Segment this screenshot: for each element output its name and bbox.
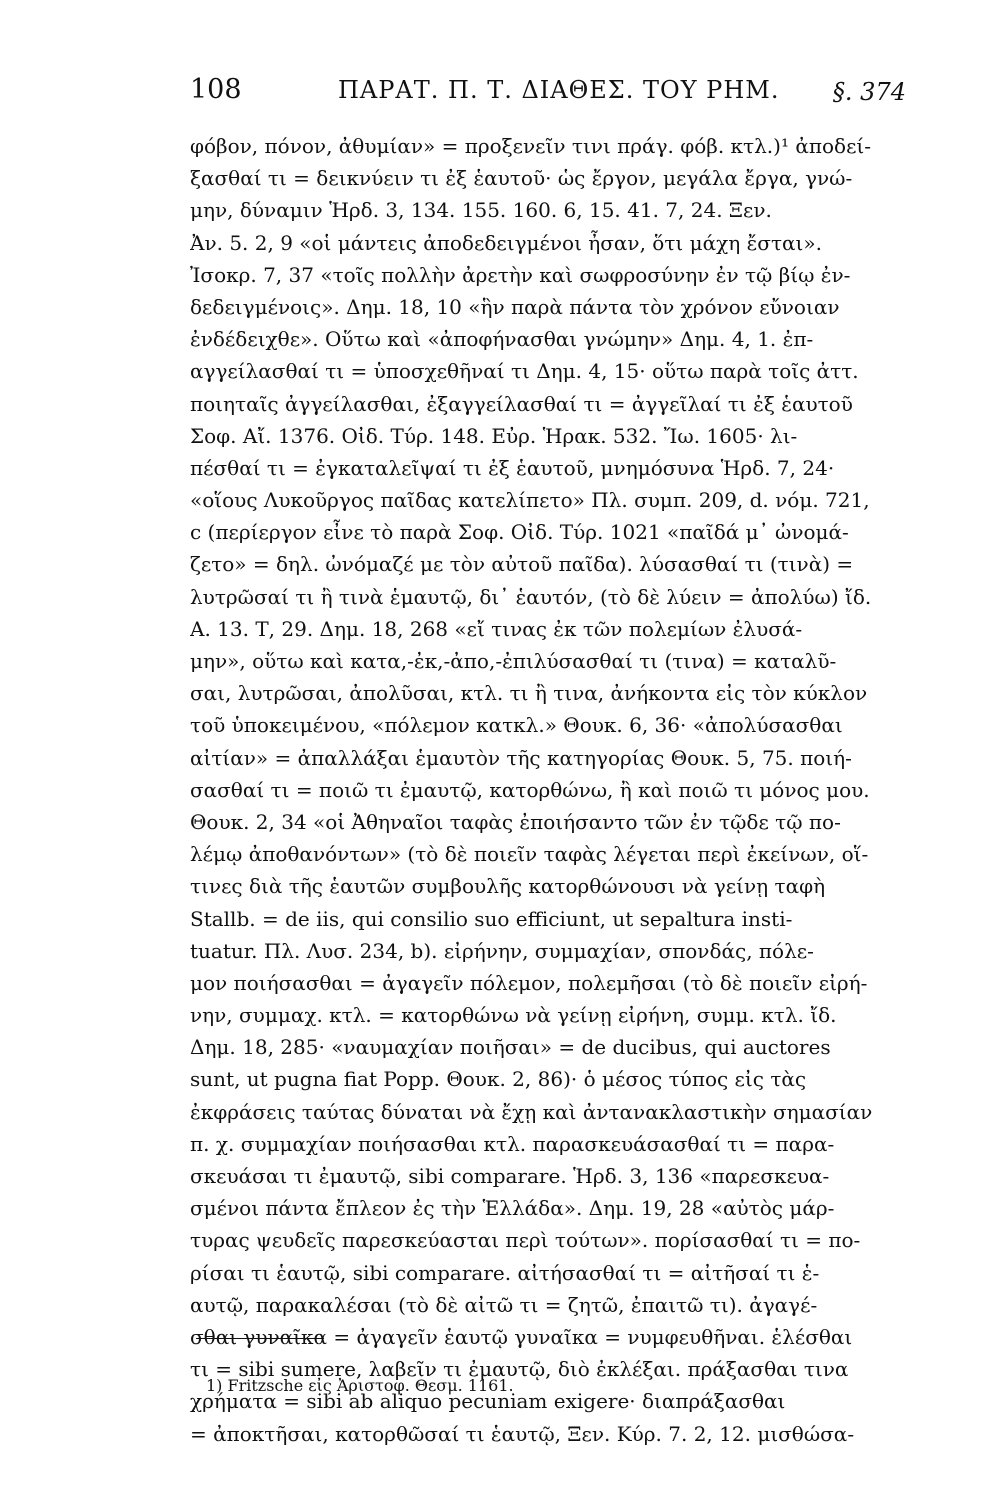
text-line: δεδειγμένοις». Δημ. 18, 10 «ἣν παρὰ πάντα τὸν χρόνον εὔνοιαν	[190, 294, 840, 319]
text-line: τι = sibi sumere, λαβεῖν τι ἐμαυτῷ, διὸ ἐκλέξαι. πράξασθαι τινα	[190, 1357, 849, 1382]
footnote: 1) Fritzsche εἰς Ἀριστοφ. Θεσμ. 1161.	[206, 1376, 514, 1395]
text-line: Ἀν. 5. 2, 9 «οἱ μάντεις ἀποδεδειγμένοι ἦσαν, ὅτι μάχη ἔσται».	[190, 230, 822, 255]
text-line: φόβον, πόνον, ἀθυμίαν» = προξενεῖν τινι πράγ. φόβ. κτλ.)¹ ἀποδεί-	[190, 134, 872, 158]
text-line: σμένοι πάντα ἔπλεον ἐς τὴν Ἑλλάδα». Δημ. 19, 28 «αὐτὸς μάρ-	[190, 1196, 835, 1221]
text-line: σκευάσαι τι ἐμαυτῷ, sibi comparare. Ἡρδ. 3, 136 «παρεσκευα-	[190, 1164, 830, 1188]
text-line: πέσθαί τι = ἐγκαταλεῖψαί τι ἐξ ἑαυτοῦ, μνημόσυνα Ἡρδ. 7, 24·	[190, 455, 835, 480]
text-line: ποιηταῖς ἀγγείλασθαι, ἐξαγγείλασθαί τι = ἀγγεῖλαί τι ἐξ ἑαυτοῦ	[190, 391, 853, 416]
text-line: αυτῷ, παρακαλέσαι (τὸ δὲ αἰτῶ τι = ζητῶ, ἐπαιτῶ τι). ἀγαγέ-	[190, 1292, 818, 1317]
text-line: π. χ. συμμαχίαν ποιήσασθαι κτλ. παρασκευάσασθαί τι = παρα-	[190, 1131, 835, 1156]
text-line: Σοφ. Αἴ. 1376. Οἰδ. Τύρ. 148. Εὐρ. Ἡρακ. 532. Ἴω. 1605· λι-	[190, 423, 798, 448]
text-line: σθαι γυναῖκα = ἀγαγεῖν ἑαυτῷ γυναῖκα = νυμφευθῆναι. ἑλέσθαι	[190, 1324, 853, 1349]
text-line: τοῦ ὑποκειμένου, «πόλεμον κατκλ.» Θουκ. 6, 36· «ἀπολύσασθαι	[190, 713, 843, 738]
text-line: sunt, ut pugna fiat Popp. Θουκ. 2, 86)· ὁ μέσος τύπος εἰς τὰς	[190, 1067, 807, 1092]
text-line: μην», οὕτω καὶ κατα,-ἐκ,-ἀπο,-ἐπιλύσασθαί τι (τινα) = καταλῦ-	[190, 649, 837, 673]
text-line: tuatur. Πλ. Λυσ. 234, b). εἰρήνην, συμμαχίαν, σπονδάς, πόλε-	[190, 938, 814, 963]
text-line: Α. 13. Τ, 29. Δημ. 18, 268 «εἴ τινας ἐκ τῶν πολεμίων ἐλυσά-	[190, 616, 803, 641]
page-header	[190, 68, 906, 112]
text-line: Δημ. 18, 285· «ναυμαχίαν ποιῆσαι» = de ducibus, qui auctores	[190, 1035, 831, 1060]
text-line: σαι, λυτρῶσαι, ἀπολῦσαι, κτλ. τι ἢ τινα, ἀνήκοντα εἰς τὸν κύκλον	[190, 681, 868, 706]
text-line: αἰτίαν» = ἀπαλλάξαι ἑμαυτὸν τῆς κατηγορίας Θουκ. 5, 75. ποιή-	[190, 745, 852, 770]
text-line: λέμῳ ἀποθανόντων» (τὸ δὲ ποιεῖν ταφὰς λέγεται περὶ ἐκείνων, οἵ-	[190, 842, 869, 867]
text-line: Ἰσοκρ. 7, 37 «τοῖς πολλὴν ἀρετὴν καὶ σωφροσύνην ἐν τῷ βίῳ ἐν-	[190, 262, 851, 287]
text-line: χρήματα = sibi ab aliquo pecuniam exigere· διαπράξασθαι	[190, 1389, 786, 1414]
page-number: 108	[190, 74, 242, 105]
section-mark: §. 374	[832, 78, 906, 106]
text-line: μον ποιήσασθαι = ἀγαγεῖν πόλεμον, πολεμῆσαι (τὸ δὲ ποιεῖν εἰρή-	[190, 970, 868, 995]
body-text	[190, 130, 906, 1450]
text-line: ἐνδέδειχθε». Οὕτω καὶ «ἀποφήνασθαι γνώμην» Δημ. 4, 1. ἐπ-	[190, 327, 814, 352]
text-line: αγγείλασθαί τι = ὑποσχεθῆναί τι Δημ. 4, 15· οὕτω παρὰ τοῖς ἀττ.	[190, 359, 859, 384]
text-line: ζετο» = δηλ. ὠνόμαζέ με τὸν αὐτοῦ παῖδα). λύσασθαί τι (τινὰ) =	[190, 552, 854, 577]
text-line: ξασθαί τι = δεικνύειν τι ἐξ ἑαυτοῦ· ὡς ἔργον, μεγάλα ἔργα, γνώ-	[190, 166, 853, 191]
text-line: = ἀποκτῆσαι, κατορθῶσαί τι ἑαυτῷ, Ξεν. Κύρ. 7. 2, 12. μισθώσα-	[190, 1421, 855, 1446]
text-line: τινες διὰ τῆς ἑαυτῶν συμβουλῆς κατορθώνουσι νὰ γείνῃ ταφὴ	[190, 874, 826, 899]
text-line: Θουκ. 2, 34 «οἱ Ἀθηναῖοι ταφὰς ἐποιήσαντο τῶν ἐν τῷδε τῷ πο-	[190, 809, 841, 834]
text-line: νην, συμμαχ. κτλ. = κατορθώνω νὰ γείνῃ εἰρήνη, συμμ. κτλ. ἴδ.	[190, 1003, 837, 1028]
text-line: σασθαί τι = ποιῶ τι ἐμαυτῷ, κατορθώνω, ἢ καὶ ποιῶ τι μόνος μου.	[190, 777, 870, 802]
running-head: ΠΑΡΑΤ. Π. Τ. ΔΙΑΘΕΣ. ΤΟΥ ΡΗΜ.	[338, 76, 780, 104]
text-line: «οἵους Λυκοῦργος παῖδας κατελίπετο» Πλ. συμπ. 209, d. νόμ. 721,	[190, 488, 870, 513]
text-line: λυτρῶσαί τι ἢ τινὰ ἑμαυτῷ, δι᾽ ἑαυτόν, (τὸ δὲ λύειν = ἀπολύω) ἴδ.	[190, 584, 872, 609]
text-line: c (περίεργον εἶνε τὸ παρὰ Σοφ. Οἰδ. Τύρ. 1021 «παῖδά μ᾽ ὠνομά-	[190, 520, 849, 545]
text-line: Stallb. = de iis, qui consilio suo efficiunt, ut sepaltura insti-	[190, 906, 793, 931]
text-line: μην, δύναμιν Ἡρδ. 3, 134. 155. 160. 6, 15. 41. 7, 24. Ξεν.	[190, 198, 772, 223]
text-line: ἐκφράσεις ταύτας δύναται νὰ ἔχῃ καὶ ἀντανακλαστικὴν σημασίαν	[190, 1099, 873, 1124]
footnote-divider	[196, 1338, 324, 1339]
text-line: ρίσαι τι ἑαυτῷ, sibi comparare. αἰτήσασθαί τι = αἰτῆσαί τι ἑ-	[190, 1260, 820, 1285]
text-line: τυρας ψευδεῖς παρεσκεύασται περὶ τούτων». πορίσασθαί τι = πο-	[190, 1228, 861, 1253]
